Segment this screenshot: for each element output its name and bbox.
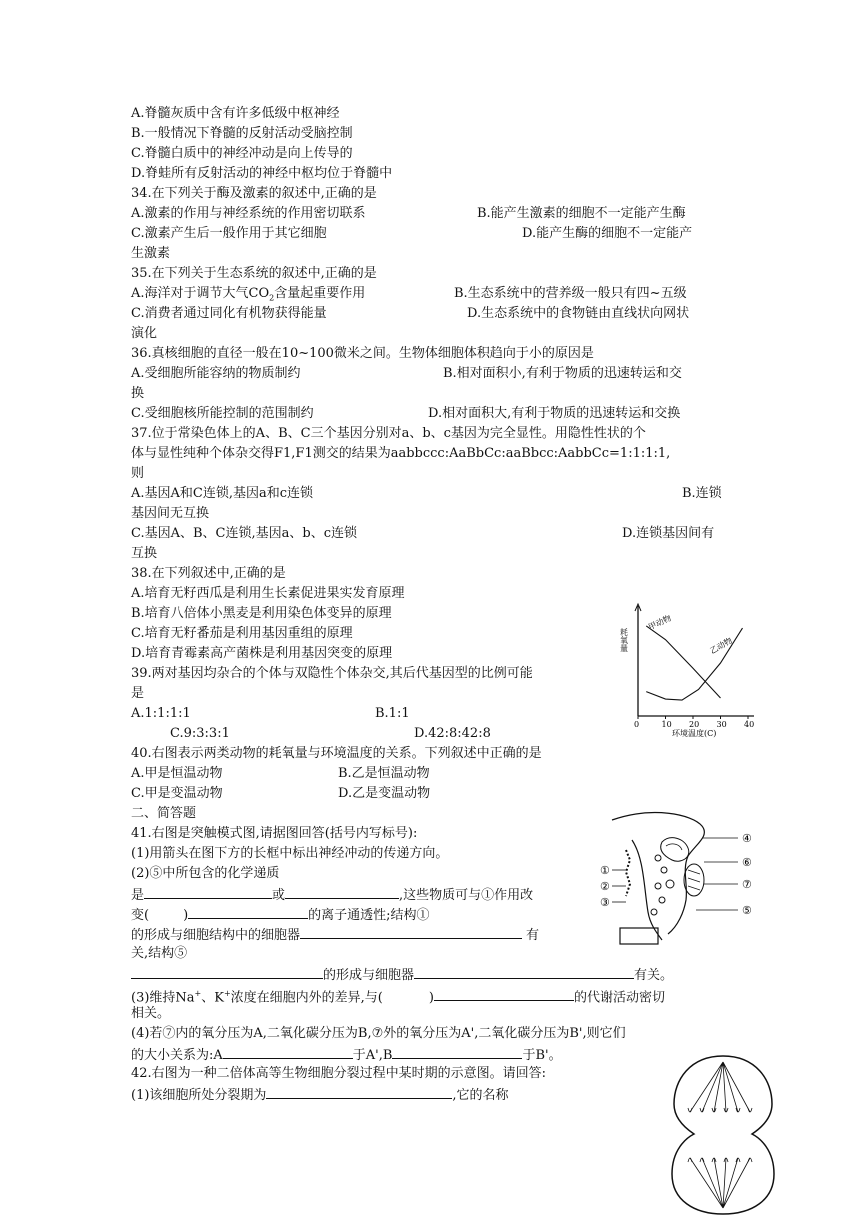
q34-stem: 34.在下列关于酶及激素的叙述中,正确的是 [131, 186, 377, 201]
q39-stem-line2: 是 [131, 686, 145, 701]
synapse-label-5: ⑤ [742, 904, 752, 917]
q41-part2-line4: 的形成与细胞结构中的细胞器 有 [131, 924, 539, 946]
q34-option-c: C.激素产生后一般作用于其它细胞 [131, 226, 327, 241]
q40-option-c: C.甲是变温动物 [131, 786, 223, 801]
q33-option-d: D.脊蛙所有反射活动的神经中枢均位于脊髓中 [131, 166, 393, 181]
q38-option-c: C.培育无籽番茄是利用基因重组的原理 [131, 626, 353, 641]
q38-option-d: D.培育青霉素高产菌株是利用基因突变的原理 [131, 646, 393, 661]
answer-blank[interactable] [300, 924, 522, 939]
answer-blank[interactable] [266, 1084, 452, 1099]
q40-stem: 40.右图表示两类动物的耗氧量与环境温度的关系。下列叙述中正确的是 [131, 746, 542, 761]
q36-option-b-cont: 换 [131, 386, 145, 401]
q39-option-b: B.1:1 [375, 706, 410, 721]
q37-stem-line3: 则 [131, 466, 145, 481]
q35-option-d: D.生态系统中的食物链由直线状向网状 [467, 306, 690, 321]
q33-option-c: C.脊髓白质中的神经冲动是向上传导的 [131, 146, 353, 161]
answer-blank[interactable] [285, 884, 399, 899]
direction-box[interactable] [620, 928, 658, 944]
q41-part1: (1)用箭头在图下方的长框中标出神经冲动的传递方向。 [131, 846, 449, 861]
q33-option-a: A.脊髓灰质中含有许多低级中枢神经 [131, 106, 340, 121]
x-axis-label: 环境温度(C) [672, 729, 717, 738]
answer-blank[interactable] [414, 964, 634, 979]
q38-stem: 38.在下列叙述中,正确的是 [131, 566, 286, 581]
q36-option-a: A.受细胞所能容纳的物质制约 [131, 366, 301, 381]
q36-stem: 36.真核细胞的直径一般在10~100微米之间。生物体细胞体积趋向于小的原因是 [131, 346, 594, 361]
q41-stem: 41.右图是突触模式图,请据图回答(括号内写标号): [131, 826, 418, 841]
q40-option-a: A.甲是恒温动物 [131, 766, 223, 781]
q37-option-a: A.基因A和C连锁,基因a和c连锁 [131, 486, 314, 501]
oxygen-temperature-chart [616, 600, 761, 745]
q35-option-a: A.海洋对于调节大气$CO_2$含量起重要作用 [131, 286, 366, 303]
q34-option-d: D.能产生酶的细胞不一定能产 [522, 226, 693, 241]
synapse-diagram [592, 800, 764, 952]
q36-option-b: B.相对面积小,有利于物质的迅速转运和交 [443, 366, 682, 381]
series-label: 甲动物 [647, 613, 673, 632]
q37-option-d-cont: 互换 [131, 546, 158, 561]
q37-stem-line1: 37.位于常染色体上的A、B、C三个基因分别对a、b、c基因为完全显性。用隐性性状的个 [131, 426, 646, 441]
synapse-label-2: ② [600, 880, 610, 893]
q41-part3-line2: 相关。 [131, 1006, 171, 1021]
series-label: 乙动物 [708, 635, 734, 656]
q35-option-c: C.消费者通过同化有机物获得能量 [131, 306, 327, 321]
x-tick-label: 10 [661, 720, 672, 729]
q33-option-b: B.一般情况下脊髓的反射活动受脑控制 [131, 126, 353, 141]
x-tick-label: 30 [716, 720, 727, 729]
q37-option-b-cont: 基因间无互换 [131, 506, 210, 521]
q34-option-a: A.激素的作用与神经系统的作用密切联系 [131, 206, 366, 221]
answer-blank[interactable] [434, 986, 574, 1001]
answer-blank[interactable] [188, 904, 308, 919]
answer-blank[interactable] [144, 884, 272, 899]
q38-option-a: A.培育无籽西瓜是利用生长素促进果实发育原理 [131, 586, 405, 601]
q34-option-d-cont: 生激素 [131, 246, 171, 261]
series-line [646, 626, 720, 698]
section-heading: 二、简答题 [131, 806, 197, 821]
q39-option-c: C.9:3:3:1 [170, 726, 230, 741]
q37-stem-line2: 体与显性纯种个体杂交得F1,F1测交的结果为aabbccc:AaBbCc:aaBbcc:AabbCc=1:1:1:1, [131, 446, 671, 461]
y-axis-label: 耗氧量 [619, 628, 629, 652]
q37-option-c: C.基因A、B、C连锁,基因a、b、c连锁 [131, 526, 357, 541]
q39-stem-line1: 39.两对基因均杂合的个体与双隐性个体杂交,其后代基因型的比例可能 [131, 666, 533, 681]
q42-stem: 42.右图为一种二倍体高等生物细胞分裂过程中某时期的示意图。请回答: [131, 1066, 547, 1081]
q36-option-c: C.受细胞核所能控制的范围制约 [131, 406, 314, 421]
answer-blank[interactable] [131, 964, 323, 979]
q41-part2-line5: 关,结构⑤ [131, 946, 188, 961]
q41-part4-line2: 的大小关系为:A 于A',B 于B'。 [131, 1044, 562, 1066]
q41-part2-line2: 是 或 ,这些物质可与①作用改 [131, 884, 533, 906]
answer-blank[interactable] [392, 1044, 522, 1059]
synapse-label-4: ④ [742, 832, 752, 845]
q41-part3: (3)维持Na+、K+浓度在细胞内外的差异,与( ) 的代谢活动密切 [131, 984, 665, 1008]
q41-part2: (2)⑤中所包含的化学递质 [131, 866, 280, 881]
cell-division-diagram [668, 1050, 778, 1220]
synapse-label-3: ③ [600, 896, 610, 909]
answer-blank[interactable] [223, 1044, 353, 1059]
q35-stem: 35.在下列关于生态系统的叙述中,正确的是 [131, 266, 377, 281]
q35-option-b: B.生态系统中的营养级一般只有四~五级 [454, 286, 687, 301]
synapse-label-7: ⑦ [742, 878, 752, 891]
q38-option-b: B.培育八倍体小黑麦是利用染色体变异的原理 [131, 606, 392, 621]
q39-option-a: A.1:1:1:1 [131, 706, 191, 721]
x-tick-label: 40 [744, 720, 755, 729]
q39-option-d: D.42:8:42:8 [414, 726, 491, 741]
x-tick-label: 0 [634, 720, 640, 729]
q40-option-b: B.乙是恒温动物 [338, 766, 430, 781]
q37-option-d: D.连锁基因间有 [622, 526, 715, 541]
q34-option-b: B.能产生激素的细胞不一定能产生酶 [477, 206, 686, 221]
q41-part4: (4)若⑦内的氧分压为A,二氧化碳分压为B,⑦外的氧分压为A',二氧化碳分压为B',则它们 [131, 1026, 626, 1041]
q36-option-d: D.相对面积大,有利于物质的迅速转运和交换 [428, 406, 681, 421]
synapse-label-6: ⑥ [742, 856, 752, 869]
q37-option-b: B.连锁 [682, 486, 722, 501]
q42-part1: (1)该细胞所处分裂期为 ,它的名称 [131, 1084, 509, 1106]
q41-part2-line6: 的形成与细胞器 有关。 [131, 964, 673, 986]
q41-part2-line3: 变( ) 的离子通透性;结构① [131, 904, 430, 926]
q35-option-d-cont: 演化 [131, 326, 158, 341]
x-tick-label: 20 [689, 720, 700, 729]
synapse-label-1: ① [600, 864, 610, 877]
q40-option-d: D.乙是变温动物 [338, 786, 431, 801]
